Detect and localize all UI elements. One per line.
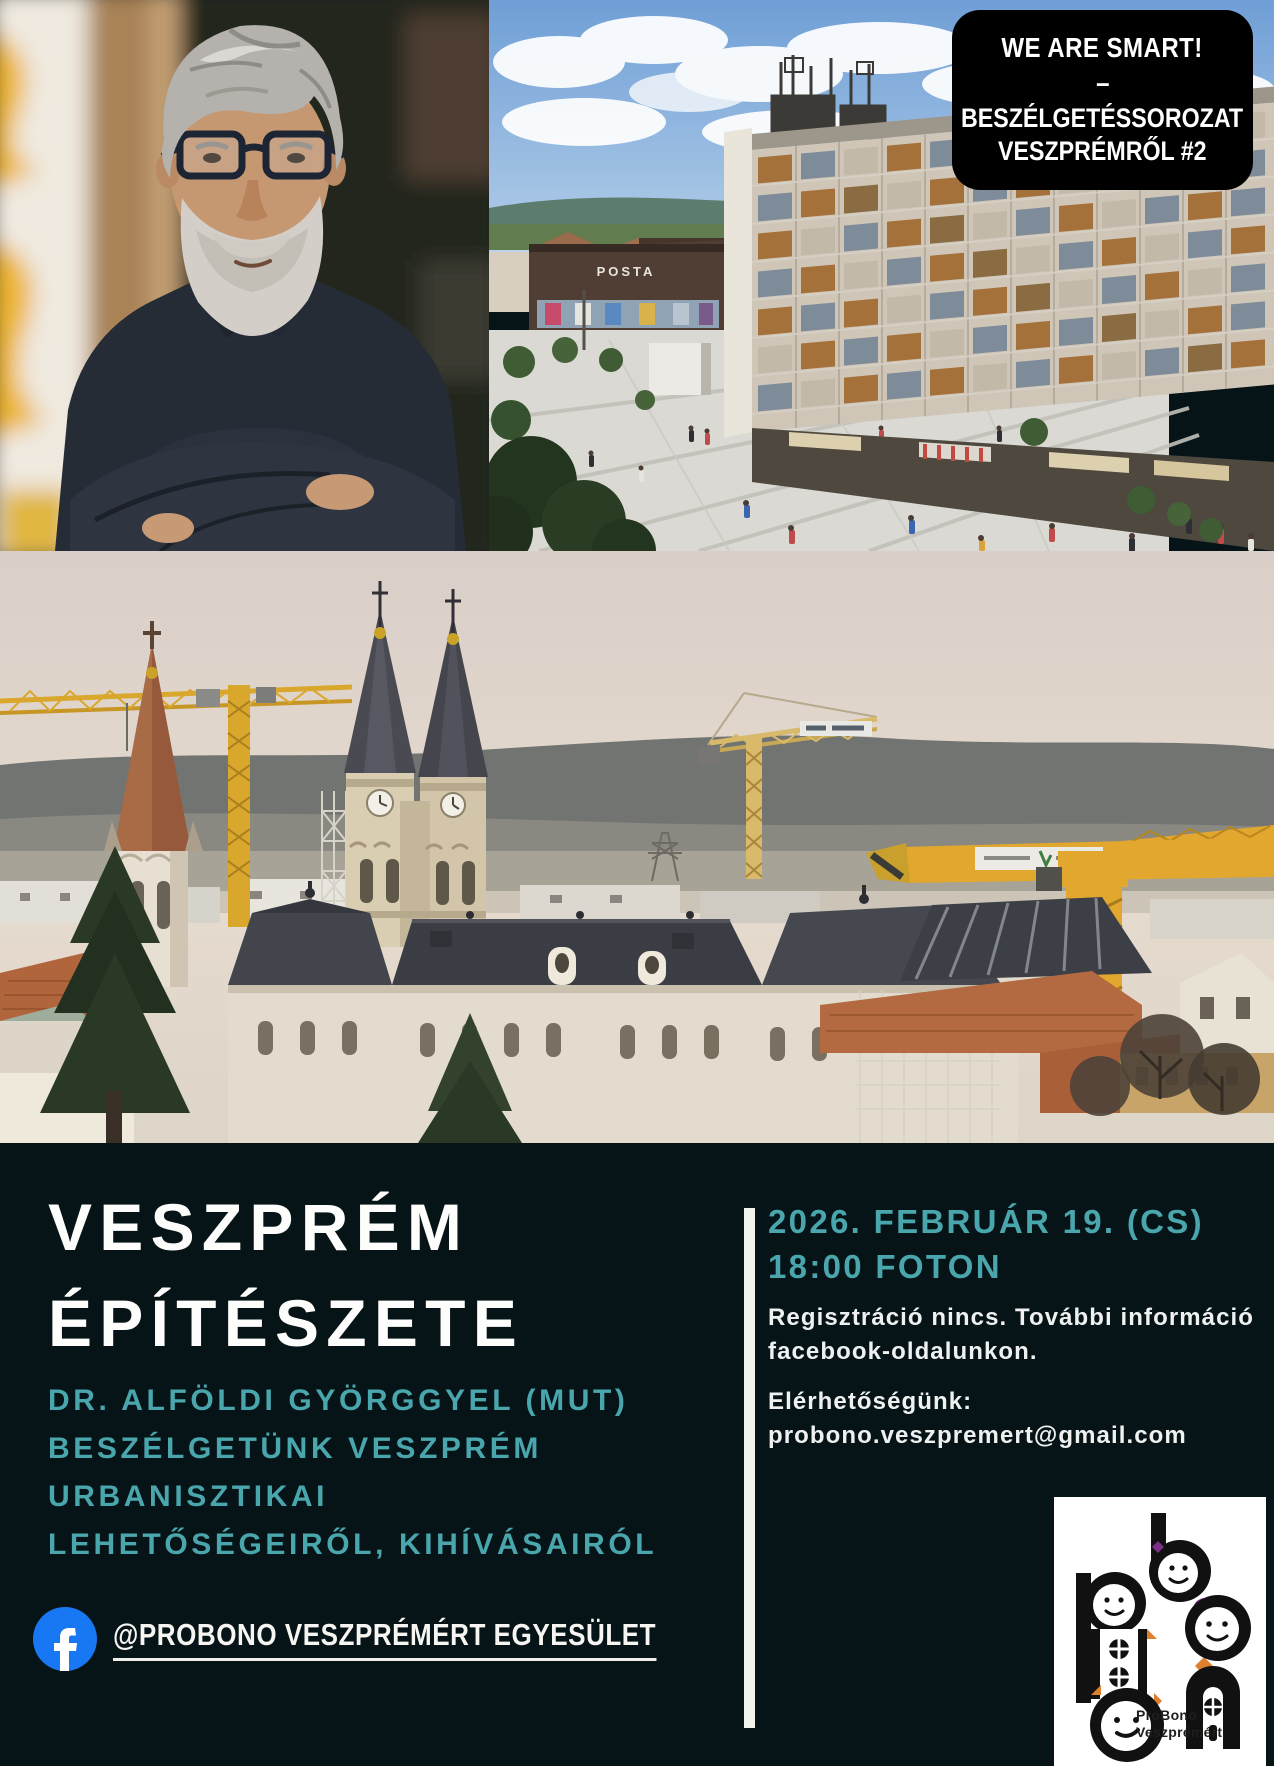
dormer <box>638 951 666 985</box>
info-line1: Regisztráció nincs. További információ <box>768 1304 1255 1331</box>
badge-line1: WE ARE SMART! <box>1001 32 1204 63</box>
facebook-handle: @PROBONO VESZPRÉMÉRT EGYESÜLET <box>113 1617 656 1661</box>
contact-email: probono.veszpremert@gmail.com <box>768 1422 1187 1449</box>
subtitle-line: BESZÉLGETÜNK VESZPRÉM <box>48 1432 542 1465</box>
page-title <box>48 1179 524 1371</box>
dormer <box>548 947 576 985</box>
badge-line3: VESZPRÉMRŐL #2 <box>998 136 1207 166</box>
veszprem-skyline-photo <box>0 551 1274 1143</box>
badge-line2: BESZÉLGETÉSSOROZAT <box>961 103 1244 133</box>
facebook-icon <box>33 1607 97 1671</box>
logo-name-line1: ProBono <box>1136 1707 1198 1723</box>
probono-logo-text <box>1136 1707 1222 1741</box>
event-datetime <box>768 1199 1204 1289</box>
contact-info <box>768 1385 1187 1453</box>
registration-info <box>768 1301 1254 1369</box>
subtitle-line: DR. ALFÖLDI GYÖRGGYEL (MUT) <box>48 1384 629 1417</box>
info-section <box>0 1143 1274 1766</box>
badge-dash: – <box>1095 67 1110 98</box>
subtitle-line: URBANISZTIKAI <box>48 1480 329 1513</box>
info-line2: facebook-oldalunkon. <box>768 1338 1038 1365</box>
facebook-row <box>33 1607 760 1671</box>
probono-logo-box <box>1054 1497 1266 1766</box>
logo-name-line2: Veszprémért <box>1136 1724 1223 1740</box>
series-badge <box>952 10 1253 190</box>
speaker-portrait-photo <box>0 0 489 551</box>
subtitle-line: LEHETŐSÉGEIRŐL, KIHÍVÁSAIRÓL <box>48 1528 658 1561</box>
speaker-portrait-illustration <box>0 0 489 551</box>
skyline-illustration <box>0 551 1274 1143</box>
contact-label: Elérhetőségünk: <box>768 1388 973 1415</box>
subtitle <box>48 1377 657 1569</box>
event-date: 2026. FEBRUÁR 19. (CS) <box>768 1203 1204 1240</box>
title-line1: VESZPRÉM <box>48 1190 470 1264</box>
posta-sign: POSTA <box>596 264 656 279</box>
vertical-divider <box>744 1208 755 1728</box>
event-time-venue: 18:00 FOTON <box>768 1248 1002 1285</box>
title-line2: ÉPÍTÉSZETE <box>48 1286 525 1360</box>
